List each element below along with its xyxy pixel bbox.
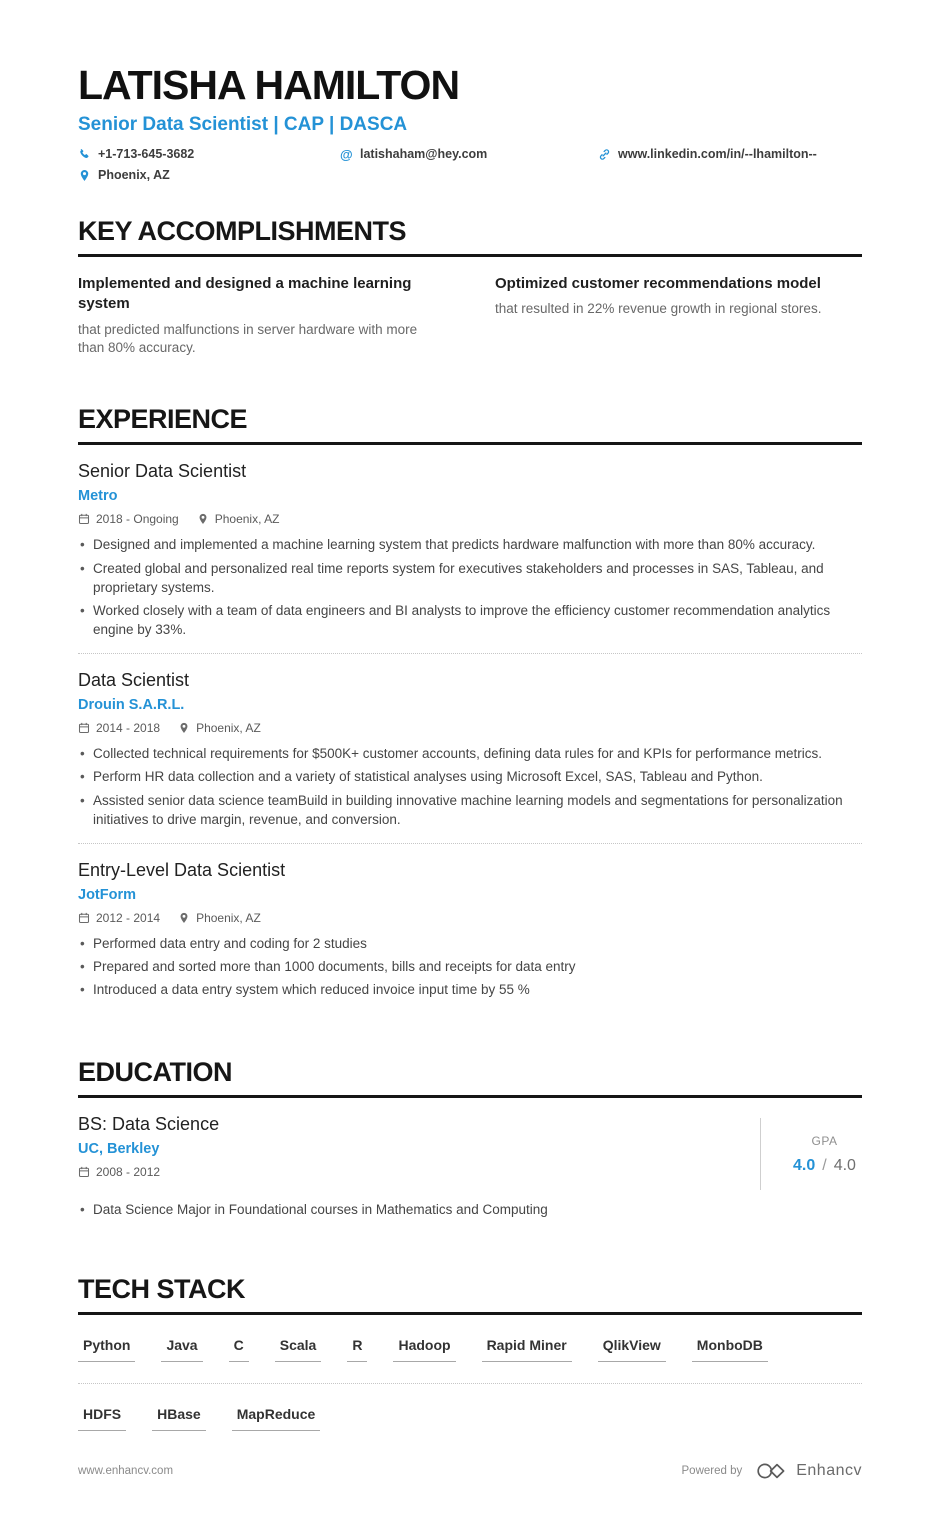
skill-tag: C [229,1337,249,1362]
job-bullet: • Performed data entry and coding for 2 studies [78,934,862,953]
location-pin-icon [78,169,91,182]
gpa-value: 4.0 [793,1156,816,1174]
page-footer [78,1431,862,1481]
calendar-icon [78,513,90,525]
education-meta [78,1165,219,1179]
skill-tag: HBase [152,1406,206,1431]
degree-title: BS: Data Science [78,1114,220,1135]
link-icon [598,148,611,161]
calendar-icon [78,1166,90,1178]
section-tech-stack [78,1274,862,1431]
job-position-title: Entry-Level Data Scientist [78,859,286,880]
person-name: LATISHA HAMILTON [78,62,460,108]
skill-tag: QlikView [598,1337,666,1362]
education-heading: EDUCATION [78,1057,862,1098]
job-location: Phoenix, AZ [178,721,261,735]
key-accomplishments-heading: KEY ACCOMPLISHMENTS [78,216,862,257]
company-name: Metro [78,488,118,505]
job-bullet: • Introduced a data entry system which reduced invoice input time by 55 % [78,980,862,999]
education-dates: 2008 - 2012 [78,1165,160,1179]
accomplishment-description: that resulted in 22% revenue growth in regional stores. [495,301,822,317]
job-bullet-list [78,535,862,639]
school-name: UC, Berkley [78,1141,160,1158]
dotted-divider [78,1383,862,1384]
gpa-label: GPA [811,1133,838,1148]
skill-tag: Python [78,1337,135,1362]
job-bullet-list [78,744,862,829]
education-bullet: • Data Science Major in Foundational courses in Mathematics and Computing [78,1200,862,1219]
job-bullet: • Perform HR data collection and a variety of statistical analyses using Microsoft Excel, SAS, Tableau and Python. [78,767,862,786]
skill-tag: R [347,1337,367,1362]
calendar-icon [78,912,90,924]
contact-link[interactable] [598,147,862,161]
experience-entry [78,843,862,1013]
enhancv-logo-icon [756,1461,788,1481]
accomplishments-grid [78,274,862,358]
job-position-title: Data Scientist [78,670,190,691]
at-icon: @ [340,146,353,162]
headline-title: Senior Data Scientist | CAP | DASCA [78,114,408,136]
accomplishment-description: that predicted malfunctions in server hardware with more than 80% accuracy. [78,321,418,356]
job-bullet: • Prepared and sorted more than 1000 documents, bills and receipts for data entry [78,957,862,976]
accomplishment-title: Implemented and designed a machine learning system [78,275,412,313]
contact-location [78,168,340,182]
company-name: Drouin S.A.R.L. [78,697,185,714]
gpa-block [760,1118,856,1190]
phone-icon [78,148,91,161]
skill-tag: MapReduce [232,1406,321,1431]
contact-phone [78,147,340,161]
gpa-separator: / [822,1156,827,1174]
job-bullet: • Designed and implemented a machine learning system that predicts hardware malfunction with more than 80% accuracy. [78,535,862,554]
job-bullet: • Created global and personalized real time reports system for executives stakeholders and processes in SAS, Tableau, and proprietary systems. [78,559,862,597]
job-meta [78,911,862,925]
powered-by-label: Powered by [681,1464,743,1477]
skill-tag: Scala [275,1337,322,1362]
accomplishment-item [495,274,862,358]
skill-tag: Java [161,1337,202,1362]
enhancv-site-link[interactable]: www.enhancv.com [78,1464,174,1477]
phone-number: +1-713-645-3682 [98,147,195,162]
job-dates: 2014 - 2018 [78,721,160,735]
contact-info [78,147,862,182]
experience-entry [78,445,862,653]
job-bullet: • Collected technical requirements for $500K+ customer accounts, defining data rules for and KPIs for performance metrics. [78,744,862,763]
job-meta [78,721,862,735]
education-entry [78,1114,862,1219]
skill-tag: Rapid Miner [482,1337,572,1362]
enhancv-wordmark: Enhancv [796,1461,862,1479]
tech-stack-heading: TECH STACK [78,1274,862,1315]
job-bullet: • Worked closely with a team of data engineers and BI analysts to improve the efficiency customer recommendation analytics engine by 33%. [78,601,862,639]
calendar-icon [78,722,90,734]
linkedin-url[interactable]: www.linkedin.com/in/--lhamilton-- [618,147,817,162]
job-location: Phoenix, AZ [178,911,261,925]
location-pin-icon [197,513,209,525]
education-details [78,1114,219,1190]
job-meta [78,512,862,526]
email-address[interactable]: latishaham@hey.com [360,147,488,162]
contact-email[interactable] [340,147,598,161]
accomplishment-title: Optimized customer recommendations model [495,275,821,293]
job-bullet: • Assisted senior data science teamBuild in building innovative machine learning models and segmentations for personalization initiatives to drive margin, revenue, and conversion. [78,791,862,829]
enhancv-brand-link[interactable] [756,1461,862,1481]
job-location: Phoenix, AZ [197,512,280,526]
location-pin-icon [178,912,190,924]
job-position-title: Senior Data Scientist [78,461,247,482]
resume-header [78,64,862,182]
section-experience [78,404,862,1013]
skill-tag: Hadoop [393,1337,455,1362]
section-key-accomplishments [78,216,862,358]
section-education [78,1057,862,1223]
location-text: Phoenix, AZ [98,168,170,183]
job-dates: 2018 - Ongoing [78,512,179,526]
job-bullet-list [78,934,862,999]
experience-heading: EXPERIENCE [78,404,862,445]
location-pin-icon [178,722,190,734]
gpa-values [793,1157,856,1175]
skills-row [78,1337,862,1362]
experience-entry [78,653,862,843]
company-name: JotForm [78,886,136,903]
gpa-max: 4.0 [833,1156,856,1174]
skill-tag: MonboDB [692,1337,768,1362]
skill-tag: HDFS [78,1406,126,1431]
education-bullet-list [78,1200,862,1219]
skills-row [78,1406,862,1431]
accomplishment-item [78,274,445,358]
job-dates: 2012 - 2014 [78,911,160,925]
